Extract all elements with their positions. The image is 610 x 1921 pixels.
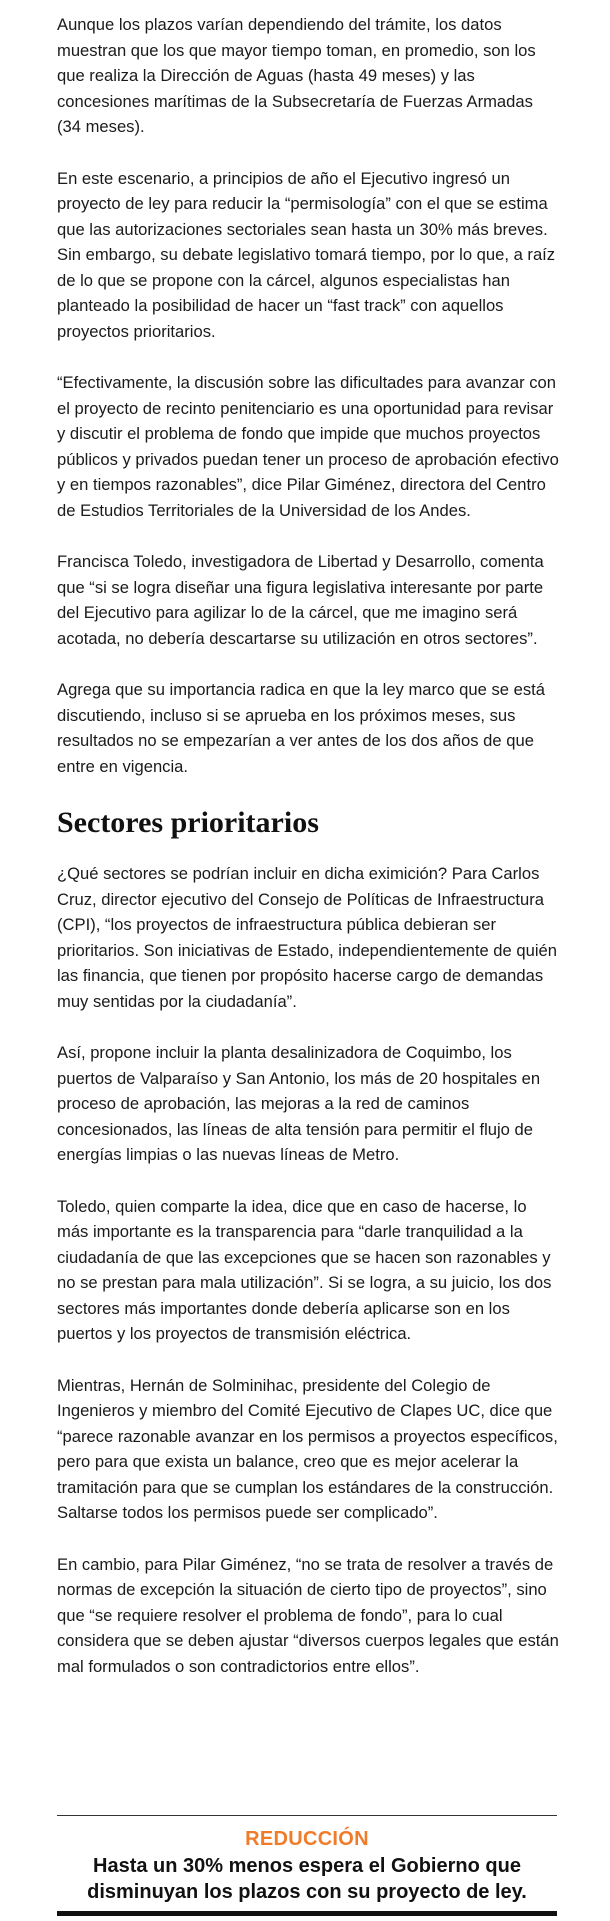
paragraph-permisologia-bill: En este escenario, a principios de año el Ejecutivo ingresó un proyecto de ley para reducir la “permisología” con el que se estima que las autorizaciones sectoriales sean hasta un 30% más breves. Sin embargo, su debate legislativo tomará tiempo, por lo que, a raíz de lo que se propone con la cárcel, algunos especialistas han planteado la posibilidad de hacer un “fast track” con aquellos proyectos prioritarios. <box>57 168 556 341</box>
article-body <box>57 12 561 1705</box>
section-heading: Sectores prioritarios <box>57 806 319 839</box>
paragraph-cruz-quote: ¿Qué sectores se podrían incluir en dicha eximición? Para Carlos Cruz, director ejecutivo del Consejo de Políticas de Infraestructura (CPI), “los proyectos de infraestructura pública debieran ser prioritarios. Son iniciativas de Estado, independientemente de quién las financia, que tienen por propósito hacerse cargo de demandas muy sentidas por la ciudadanía”. <box>57 864 557 1011</box>
paragraph-water-concessions: Aunque los plazos varían dependiendo del trámite, los datos muestran que los que mayor tiempo toman, en promedio, son los que realiza la Dirección de Aguas (hasta 49 meses) y las concesiones marítimas de la Subsecretaría de Fuerzas Armadas (34 meses). <box>57 15 536 136</box>
pull-quote <box>57 1815 557 1916</box>
paragraph-toledo-transparency: Toledo, quien comparte la idea, dice que en caso de hacerse, lo más importante es la transparencia para “darle tranquilidad a la ciudadanía de que las excepciones que se hacen son razonables y no se prestan para mala utilización”. Si se logra, a su juicio, los dos sectores más importantes donde debería aplicarse son en los puertos y los proyectos de transmisión eléctrica. <box>57 1196 552 1343</box>
paragraph-priority-projects: Así, propone incluir la planta desalinizadora de Coquimbo, los puertos de Valparaíso y San Antonio, los más de 20 hospitales en proceso de aprobación, las mejoras a la red de caminos concesionados, las líneas de alta tensión para permitir el flujo de energías limpias o las nuevas líneas de Metro. <box>57 1043 541 1164</box>
pull-quote-label: REDUCCIÓN <box>245 1828 369 1850</box>
paragraph-gimenez-closing: En cambio, para Pilar Giménez, “no se trata de resolver a través de normas de excepción la situación de cierto tipo de proyectos”, sino que “se requiere resolver el problema de fondo”, para lo cual considera que se deben ajustar “diversos cuerpos legales que están mal formulados o son contradictorios entre ellos”. <box>57 1554 559 1676</box>
pull-quote-text: Hasta un 30% menos espera el Gobierno que disminuyan los plazos con su proyecto de ley. <box>87 1855 527 1903</box>
paragraph-toledo-quote: Francisca Toledo, investigadora de Libertad y Desarrollo, comenta que “si se logra diseñar una figura legislativa interesante por parte del Ejecutivo para agilizar lo de la cárcel, que me imagino será acotada, no debería descartarse su utilización en otros sectores”. <box>57 552 544 648</box>
paragraph-solminihac-quote: Mientras, Hernán de Solminihac, presidente del Colegio de Ingenieros y miembro del Comité Ejecutivo de Clapes UC, dice que “parece razonable avanzar en los permisos a proyectos específicos, pero para que exista un balance, creo que es mejor acelerar la tramitación para que se cumplan los estándares de la construcción. Saltarse todos los permisos puede ser complicado”. <box>57 1375 558 1522</box>
paragraph-gimenez-quote: “Efectivamente, la discusión sobre las dificultades para avanzar con el proyecto de recinto penitenciario es una oportunidad para revisar y discutir el problema de fondo que impide que muchos proyectos públicos y privados puedan tener un proceso de aprobación efectivo y en tiempos razonables”, dice Pilar Giménez, directora del Centro de Estudios Territoriales de la Universidad de los Andes. <box>57 373 559 520</box>
paragraph-framework-law: Agrega que su importancia radica en que la ley marco que se está discutiendo, incluso si se aprueba en los próximos meses, sus resultados no se empezarían a ver antes de los dos años de que entre en vigencia. <box>57 680 545 776</box>
